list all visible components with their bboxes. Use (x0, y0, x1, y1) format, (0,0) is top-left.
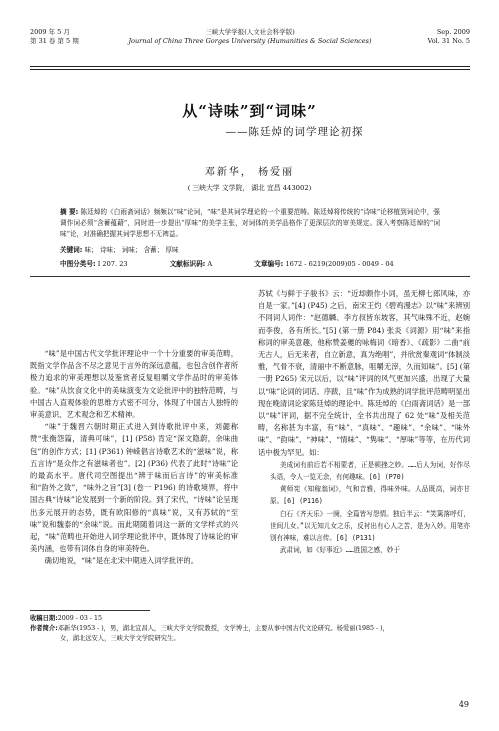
author-bio (30, 624, 470, 634)
received-date (30, 614, 470, 624)
citation-quote: 武肃词，如《好事近》……胜国之感，妙于 (279, 546, 400, 555)
footnote-rule (30, 610, 150, 611)
page-number: 49 (458, 700, 469, 709)
author-bio-text: 邓新华(1953 - )，男，湖北宜昌人，三峡大学文学院教授，文学博士，主要从事中国古代文论研究。杨爱丽(1985 - )， (57, 625, 389, 632)
article-no-value: 1672 - 6219(2009)05 - 0049 - 04 (285, 260, 394, 268)
header-volume: 第 31 卷 第 5 期 (30, 37, 79, 45)
article-no-label: 文章编号: (254, 260, 284, 268)
body-paragraph: 苏轼《与鲜于子骏书》云：“近却颇作小词，虽无柳七郎风味，亦自是一家。”[4] (P45) 之后，南宋王灼《碧鸡漫志》以“味”来辨别不同词人词作：“赵德麟、李方叔皆东坡客，其气味殊不近，赵婉而李俊，各有所长。”[5] (第一册 P84) 张炎《词源》用“味”来指称词的审美意趣，他称赞姜夔的咏梅词《暗香》、《疏影》二曲“前无古人，后无来者，自立新意，真为绝唱”，并欣赏秦观词“体制淡雅，气骨不衰，清丽中不断意脉，咀嚼无滓，久而知味”。[5] (第一册 P265) 宋元以后，以“味”评词的风气更加兴盛，出现了大量以“味”论词的词话、序跋，且“味”作为成熟的词学批评范畴明显出现在晚清词论家陈廷焯的理论中。陈廷焯的《白雨斋词话》是一部以“味”评词，据不完全统计，全书共出现了 62 处“味”及相关范畴，名称甚为丰富，有“味”、“真味”、“趣味”、“余味”、“味外味”、“韵味”、“神味”、“情味”、“隽味”、“厚味”等等，在历代词话中极为罕见。如： (258, 289, 470, 457)
abstract-divider (30, 276, 470, 277)
body-paragraph: 确切地说，“味”是在北宋中期进入词学批评的。 (44, 556, 198, 566)
citation-quote: 美成词有前后若不相蒙者，正是顿挫之妙。……后人为词，好作尽头语，令人一览无余，有何趣味。[6] (P70) (270, 460, 470, 482)
paper-subtitle: ——陈廷焯的词学理论初探 (225, 126, 364, 138)
journal-name-en: Journal of China Three Gorges University (Humanities & Social Sciences) (128, 37, 372, 45)
body-paragraph: “味”于魏晋六朝时期正式进入到诗歌批评中来，刘勰称赞“张衡怨篇，清典可味”，[1] (P58) 肯定“深文隐蔚，余味曲包”的创作方式；[1] (P361) 钟嵘倡言诗歌艺术的“滋味”说，称五言诗“是众作之有滋味者也”。[2] (P36) 代表了此时“诗味”论的最高水平。唐代司空图提出“辨于味而后言诗”的审美标准和“韵外之致”，“味外之旨”[3] (卷一 P196) 的诗歌境界，将中国古典“诗味”论发展到一个新的阶段。到了宋代，“诗味”论呈现出多元展开的态势，既有欧阳修的“真味”说，又有苏轼的“至味”说和魏泰的“余味”说。而此期随着词这一新的文学样式的兴起，“味”范畴也开始进入词学理论批评中，既体现了诗味论的审美内涵，也带有词体自身的审美特色。 (30, 422, 238, 554)
keywords-label: 关键词: (60, 246, 83, 254)
doc-code-value: A (207, 260, 213, 268)
clc-label: 中图分类号: (60, 260, 96, 268)
paper-authors: 邓新华， 杨爱丽 (204, 167, 295, 178)
header-center (30, 28, 470, 46)
footnote (30, 614, 470, 644)
header-rule-thick (30, 66, 470, 67)
author-bio-label: 作者简介: (30, 625, 58, 632)
body-column-left (30, 348, 238, 568)
author-affiliation: ( 三峡大学 文学院， 湖北 宜昌 443002) (187, 184, 312, 192)
body-column-right (258, 288, 470, 556)
keywords (60, 244, 440, 254)
abstract-label: 摘 要: (60, 208, 79, 216)
paper-title: 从“诗味”到“词味” (182, 102, 317, 120)
clc-field (60, 258, 128, 268)
author-bio-continued: 女，湖北远安人，三峡大学文学院研究生。 (60, 635, 180, 642)
abstract (60, 207, 440, 240)
article-no-field (254, 258, 393, 268)
received-value: 2009 - 03 - 15 (57, 615, 103, 622)
doc-code-label: 文献标识码: (169, 260, 206, 268)
header-date-en: Sep. 2009 (436, 28, 470, 36)
received-label: 收稿日期: (30, 615, 58, 622)
header-right (428, 28, 470, 46)
body-paragraph: “味”是中国古代文学批评理论中一个十分重要的审美范畴，既指文学作品含不尽之意见于言外的深远意蕴，也包含创作者所极力追求的审美理想以及鉴赏者反复咀嚼文学作品时的审美体验。“味”从饮食文化中的美味演变为文论批评中的独特范畴，与中国古人直观体验的思维方式密不可分，体现了中国古人独特的审美意识、艺术观念和艺术精神。 (30, 349, 238, 420)
abstract-text: 陈廷焯的《白雨斋词话》频频以“味”论词，“味”是其词学理论的一个重要范畴。陈廷焯将传统的“诗味”论移植到词论中，强调作词必须“含蓄蕴藉”，同时进一步提出“厚味”的美学主张，对词体的美学品格作了更深层次的审美规定。深入考察陈廷焯的“词味”论，对准确把握其词学思想不无裨益。 (60, 208, 440, 238)
header-rule-thin (30, 69, 470, 70)
journal-name-cn: 三峡大学学报(人文社会科学版) (205, 28, 295, 36)
doc-code-field (170, 258, 212, 268)
classification-line (60, 258, 440, 268)
citation-quote: 白石《齐天乐》一阕，全篇皆写怨情。独后半云：“笑篱落呼灯，世间儿女。”以无知儿女之乐，反衬出有心人之苦，是为入妙。用笔亦别有神味，难以言传。[6] (P131) (270, 509, 470, 543)
header-volume-en: Vol. 31 No. 5 (427, 37, 470, 45)
citation-quote: 黄师宪《知稼翁词》，气和音雅，得味外味。人品既高，词亦甘原。[6] (P116) (270, 485, 470, 506)
header-date: 2009 年 5 月 (30, 28, 70, 36)
clc-value: I 207. 23 (97, 260, 128, 268)
journal-header (30, 28, 470, 70)
keywords-text: 味； 诗味； 词味； 含蓄； 厚味 (84, 246, 179, 254)
